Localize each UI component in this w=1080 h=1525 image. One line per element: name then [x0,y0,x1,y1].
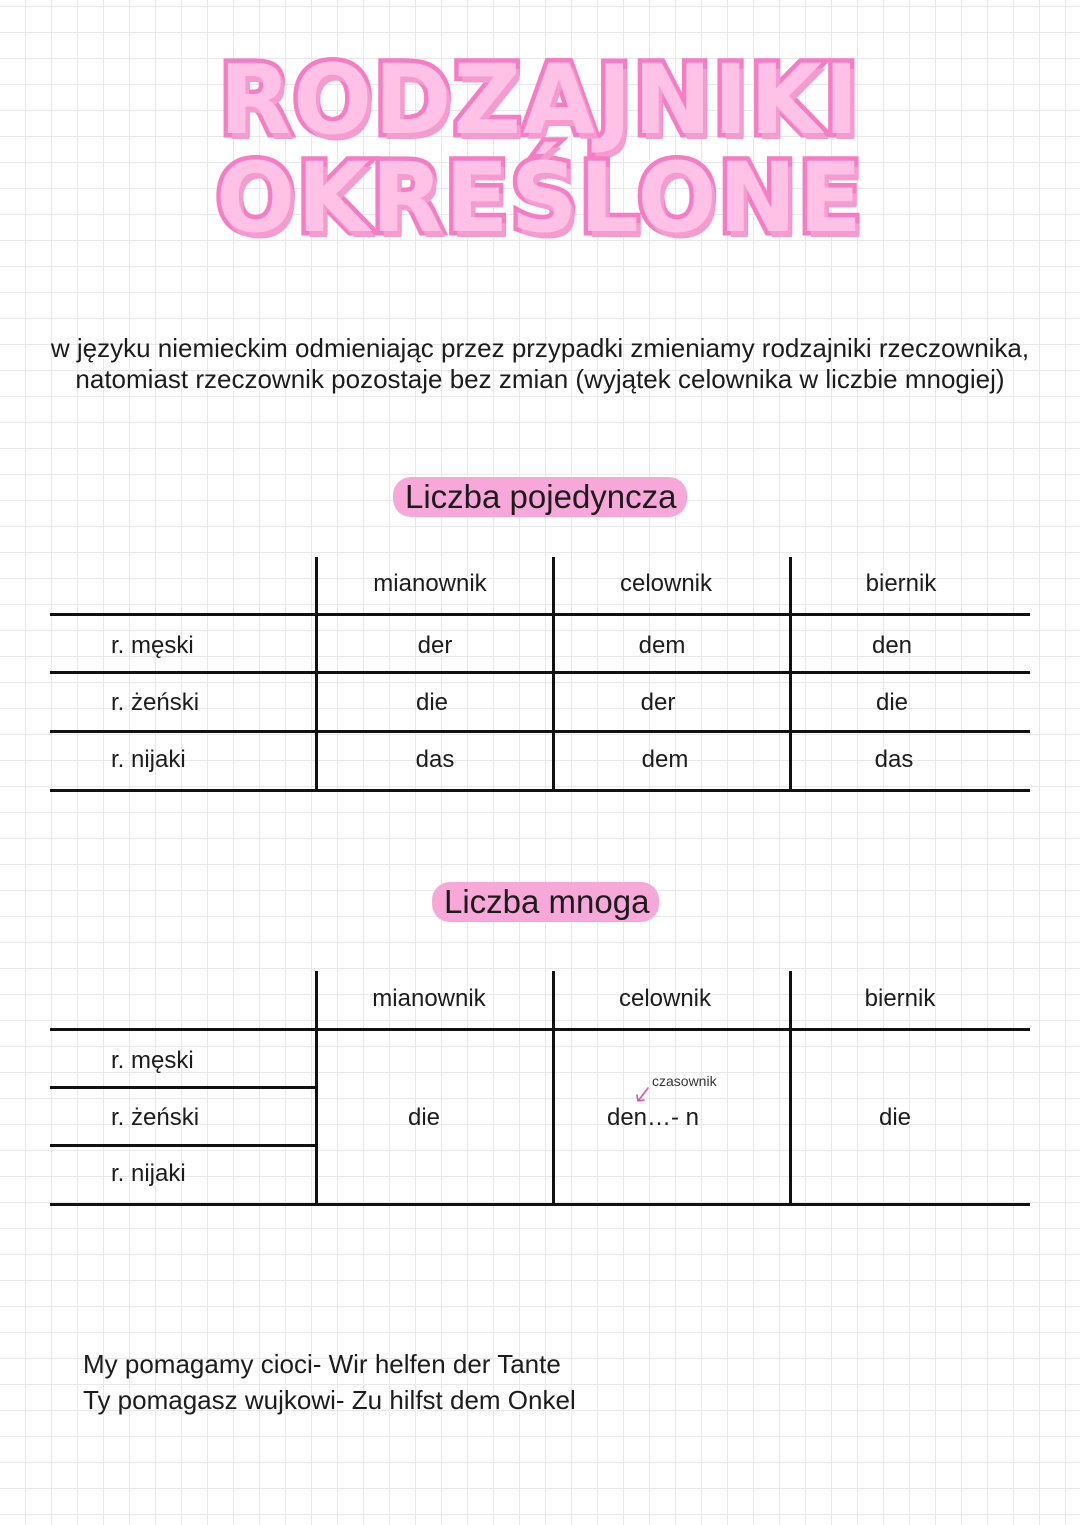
row-label-zenski: r. żeński [111,689,200,716]
row-label-zenski: r. żeński [111,1104,200,1131]
row-label-nijaki: r. nijaki [111,746,186,773]
table-cell: das [874,746,914,773]
table-cell: dem [638,632,686,659]
example-line-2: Ty pomagasz wujkowi- Zu hilfst dem Onkel [83,1385,576,1415]
row-label-meski: r. męski [111,632,194,659]
table-divider [789,971,792,1206]
table-cell: der [640,689,676,716]
table-cell: dem [641,746,689,773]
table-divider [50,1028,1030,1031]
column-header-celownik: celownik [618,985,712,1012]
table-cell: die [875,689,909,716]
column-header-biernik: biernik [864,985,936,1012]
table-divider [50,1086,317,1089]
table-divider [315,557,318,792]
column-header-mianownik: mianownik [372,985,486,1012]
table-divider [50,613,1030,616]
intro-text: w języku niemieckim odmieniając przez przypadki zmieniamy rodzajniki rzeczownika, natomiast rzeczownik pozostaje bez zmian (wyjątek celownika w liczbie mnogiej) [50,333,1030,394]
page-title-line-1: RODZAJNIKI [219,44,861,156]
table-divider [552,557,555,792]
table-divider [552,971,555,1206]
table-cell: die [407,1104,441,1131]
column-header-celownik: celownik [619,570,713,597]
table-cell: die [878,1104,912,1131]
column-header-biernik: biernik [865,570,937,597]
table-divider [789,557,792,792]
table-cell: den [871,632,913,659]
row-label-nijaki: r. nijaki [111,1160,186,1187]
table-divider [50,730,1030,733]
note-czasownik: czasownik [652,1073,717,1089]
column-header-mianownik: mianownik [373,570,487,597]
plural-heading: Liczba mnoga [432,882,659,922]
singular-heading: Liczba pojedyncza [393,477,687,517]
table-cell: den…- n [606,1104,700,1131]
table-cell: das [415,746,455,773]
table-divider [50,789,1030,792]
table-divider [50,671,1030,674]
table-divider [50,1144,317,1147]
row-label-meski: r. męski [111,1047,194,1074]
example-line-1: My pomagamy cioci- Wir helfen der Tante [83,1349,561,1379]
table-cell: die [415,689,449,716]
arrow-icon [634,1086,652,1106]
page-title-line-2: OKREŚLONE [216,142,864,254]
table-divider [50,1203,1030,1206]
table-cell: der [417,632,453,659]
